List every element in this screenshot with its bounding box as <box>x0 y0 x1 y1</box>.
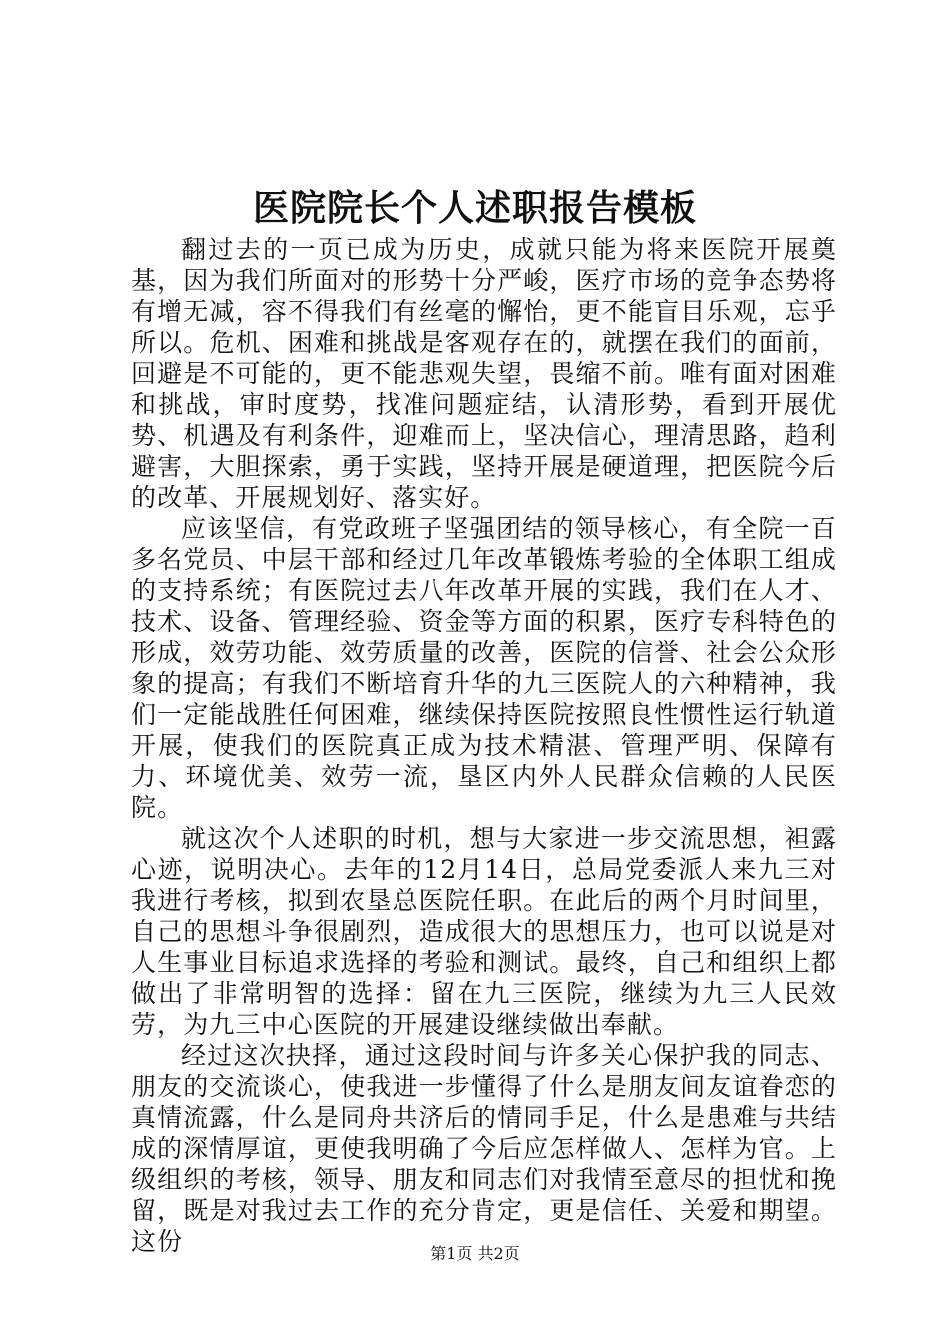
paragraph-2: 应该坚信，有党政班子坚强团结的领导核心，有全院一百多名党员、中层干部和经过几年改革锻炼考验的全体职工组成的支持系统；有医院过去八年改革开展的实践，我们在人才、技术、设备、管理经验、资金等方面的积累，医疗专科特色的形成，效劳功能、效劳质量的改善，医院的信誉、社会公众形象的提高；有我们不断培育升华的九三医院人的六种精神，我们一定能战胜任何困难，继续保持医院按照良性惯性运行轨道开展，使我们的医院真正成为技术精湛、管理严明、保障有力、环境优美、效劳一流，垦区内外人民群众信赖的人民医院。 <box>131 514 837 822</box>
paragraph-1: 翻过去的一页已成为历史，成就只能为将来医院开展奠基，因为我们所面对的形势十分严峻，医疗市场的竞争态势将有增无减，容不得我们有丝毫的懈怡，更不能盲目乐观，忘乎所以。危机、困难和挑战是客观存在的，就摆在我们的面前，回避是不可能的，更不能悲观失望，畏缩不前。唯有面对困难和挑战，审时度势，找准问题症结，认清形势，看到开展优势、机遇及有利条件，迎难而上，坚决信心，理清思路，趋利避害，大胆探索，勇于实践，坚持开展是硬道理，把医院今后的改革、开展规划好、落实好。 <box>131 235 837 512</box>
paragraph-3: 就这次个人述职的时机，想与大家进一步交流思想，袒露心迹，说明决心。去年的12月14日，总局党委派人来九三对我进行考核，拟到农垦总医院任职。在此后的两个月时间里，自己的思想斗争很剧烈，造成很大的思想压力，也可以说是对人生事业目标追求选择的考验和测试。最终，自己和组织上都做出了非常明智的选择：留在九三医院，继续为九三人民效劳，为九三中心医院的开展建设继续做出奉献。 <box>131 824 837 1039</box>
page-footer: 第1页 共2页 <box>430 1244 520 1263</box>
document-body <box>131 234 837 1257</box>
paragraph-4: 经过这次抉择，通过这段时间与许多关心保护我的同志、朋友的交流谈心，使我进一步懂得了什么是朋友间友谊眷恋的真情流露，什么是同舟共济后的情同手足，什么是患难与共结成的深情厚谊，更使我明确了今后应怎样做人、怎样为官。上级组织的考核，领导、朋友和同志们对我情至意尽的担忧和挽留，既是对我过去工作的充分肯定，更是信任、关爱和期望。这份 <box>131 1041 837 1256</box>
document-title: 医院院长个人述职报告模板 <box>252 187 697 229</box>
